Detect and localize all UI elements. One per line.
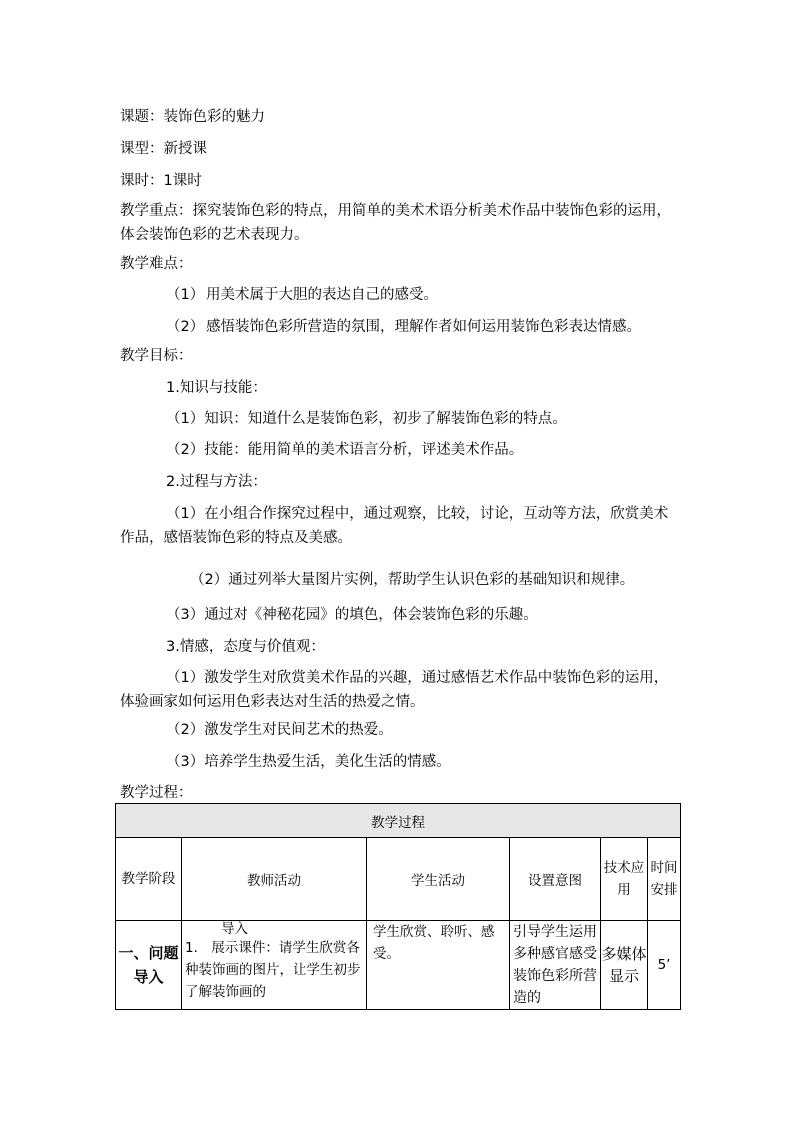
objective-3-item-2: （2）激发学生对民间艺术的热爱。 [166, 722, 393, 738]
row1-stage-text: 一、问题导入 [118, 944, 179, 986]
lesson-topic: 课题：装饰色彩的魅力 [120, 109, 265, 125]
header-teacher-activity: 教师活动 [182, 838, 367, 921]
row1-intent [510, 921, 601, 1010]
objective-1-heading: 1.知识与技能： [166, 380, 267, 396]
row1-intent-text: 引导学生运用多种感官感受装饰色彩所营造的 [513, 924, 597, 1006]
objective-3-heading: 3.情感，态度与价值观： [166, 639, 325, 655]
table-title: 教学过程 [116, 804, 681, 838]
row1-tech-text: 多媒体显示 [601, 945, 647, 985]
row1-teacher-label: 导入 [221, 921, 248, 937]
difficulty-item-2 [166, 316, 641, 338]
row1-student-activity [367, 921, 510, 1010]
difficulty-item-1-number: （1） [166, 287, 205, 303]
lesson-type: 课型：新授课 [120, 141, 207, 157]
objective-2-item-3: （3）通过对《神秘花园》的填色，体会装饰色彩的乐趣。 [166, 607, 538, 623]
row1-teacher-step: 1. 展示课件：请学生欣赏各种装饰画的图片，让学生初步了解装饰画的 [185, 940, 361, 1000]
row1-time-text: 5’ [657, 957, 671, 973]
header-time: 时间安排 [648, 838, 681, 921]
process-heading: 教学过程： [120, 785, 193, 801]
objective-1-item-1: （1）知识：知道什么是装饰色彩，初步了解装饰色彩的特点。 [166, 411, 567, 427]
teaching-process-table [115, 803, 681, 1010]
difficulty-heading: 教学难点： [120, 256, 193, 272]
header-stage: 教学阶段 [116, 838, 182, 921]
row1-teacher-activity [182, 921, 367, 1010]
row1-tech [601, 921, 648, 1010]
objective-3-item-1: （1）激发学生对欣赏美术作品的兴趣，通过感悟艺术作品中装饰色彩的运用，体验画家如何运用色彩表达对生活的热爱之情。 [120, 670, 669, 710]
difficulty-item-2-number: （2） [166, 319, 205, 335]
difficulty-item-1 [166, 284, 438, 306]
lesson-hours: 课时：1课时 [120, 173, 202, 189]
row1-student-text: 学生欣赏、聆听、感受。 [373, 924, 495, 962]
header-intent: 设置意图 [510, 838, 601, 921]
row1-time [648, 921, 681, 1010]
objective-2-heading: 2.过程与方法： [166, 474, 267, 490]
objective-2-item-2: （2）通过列举大量图片实例，帮助学生认识色彩的基础知识和规律。 [190, 572, 635, 588]
header-student-activity: 学生活动 [367, 838, 510, 921]
key-points: 教学重点：探究装饰色彩的特点，用简单的美术术语分析美术作品中装饰色彩的运用，体会装饰色彩的艺术表现力。 [120, 203, 671, 243]
difficulty-item-2-text: 感悟装饰色彩所营造的氛围，理解作者如何运用装饰色彩表达情感。 [206, 319, 641, 335]
header-tech: 技术应用 [601, 838, 648, 921]
objective-2-item-1: （1）在小组合作探究过程中，通过观察，比较，讨论，互动等方法，欣赏美术作品，感悟装饰色彩的特点及美感。 [120, 506, 669, 546]
difficulty-item-1-text: 用美术属于大胆的表达自己的感受。 [206, 287, 438, 303]
objectives-heading: 教学目标： [120, 348, 193, 364]
objective-3-item-3: （3）培养学生热爱生活，美化生活的情感。 [166, 754, 451, 770]
row1-stage [116, 921, 182, 1010]
objective-1-item-2: （2）技能：能用简单的美术语言分析，评述美术作品。 [166, 442, 524, 458]
